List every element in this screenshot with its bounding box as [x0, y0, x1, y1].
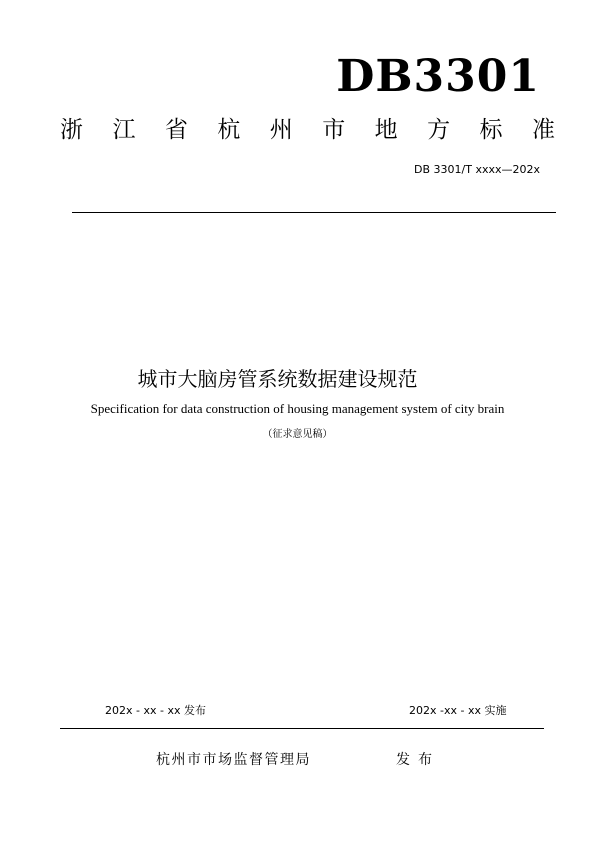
standard-type-char: 州 — [269, 117, 293, 143]
standard-number: DB 3301/T xxxx—202x — [414, 163, 540, 176]
standard-type-char: 浙 — [60, 117, 83, 143]
implementation-date: 202x -xx - xx 实施 — [409, 704, 507, 717]
title-chinese: 城市大脑房管系统数据建设规范 — [137, 367, 418, 391]
standard-code: DB3301 — [336, 51, 540, 102]
standard-type-char: 市 — [322, 117, 346, 143]
top-divider — [72, 212, 556, 213]
standard-type-char: 江 — [112, 117, 136, 143]
title-english: Specification for data construction of housing management system of city brain — [90, 401, 505, 416]
bottom-divider — [60, 728, 544, 729]
standard-type-char: 方 — [427, 117, 451, 143]
draft-note: （征求意见稿） — [262, 429, 333, 440]
standard-type-char: 杭 — [217, 117, 241, 143]
issue-action: 发布 — [396, 752, 440, 768]
title-chinese-row — [0, 365, 595, 393]
standard-type-char: 准 — [531, 117, 555, 143]
standard-type-char: 标 — [479, 117, 503, 143]
issuing-authority: 杭州市市场监督管理局 — [156, 752, 311, 768]
standard-type — [60, 116, 555, 144]
standard-type-char: 省 — [164, 117, 188, 143]
issue-date: 202x - xx - xx 发布 — [105, 704, 206, 717]
standard-type-char: 地 — [374, 117, 398, 143]
